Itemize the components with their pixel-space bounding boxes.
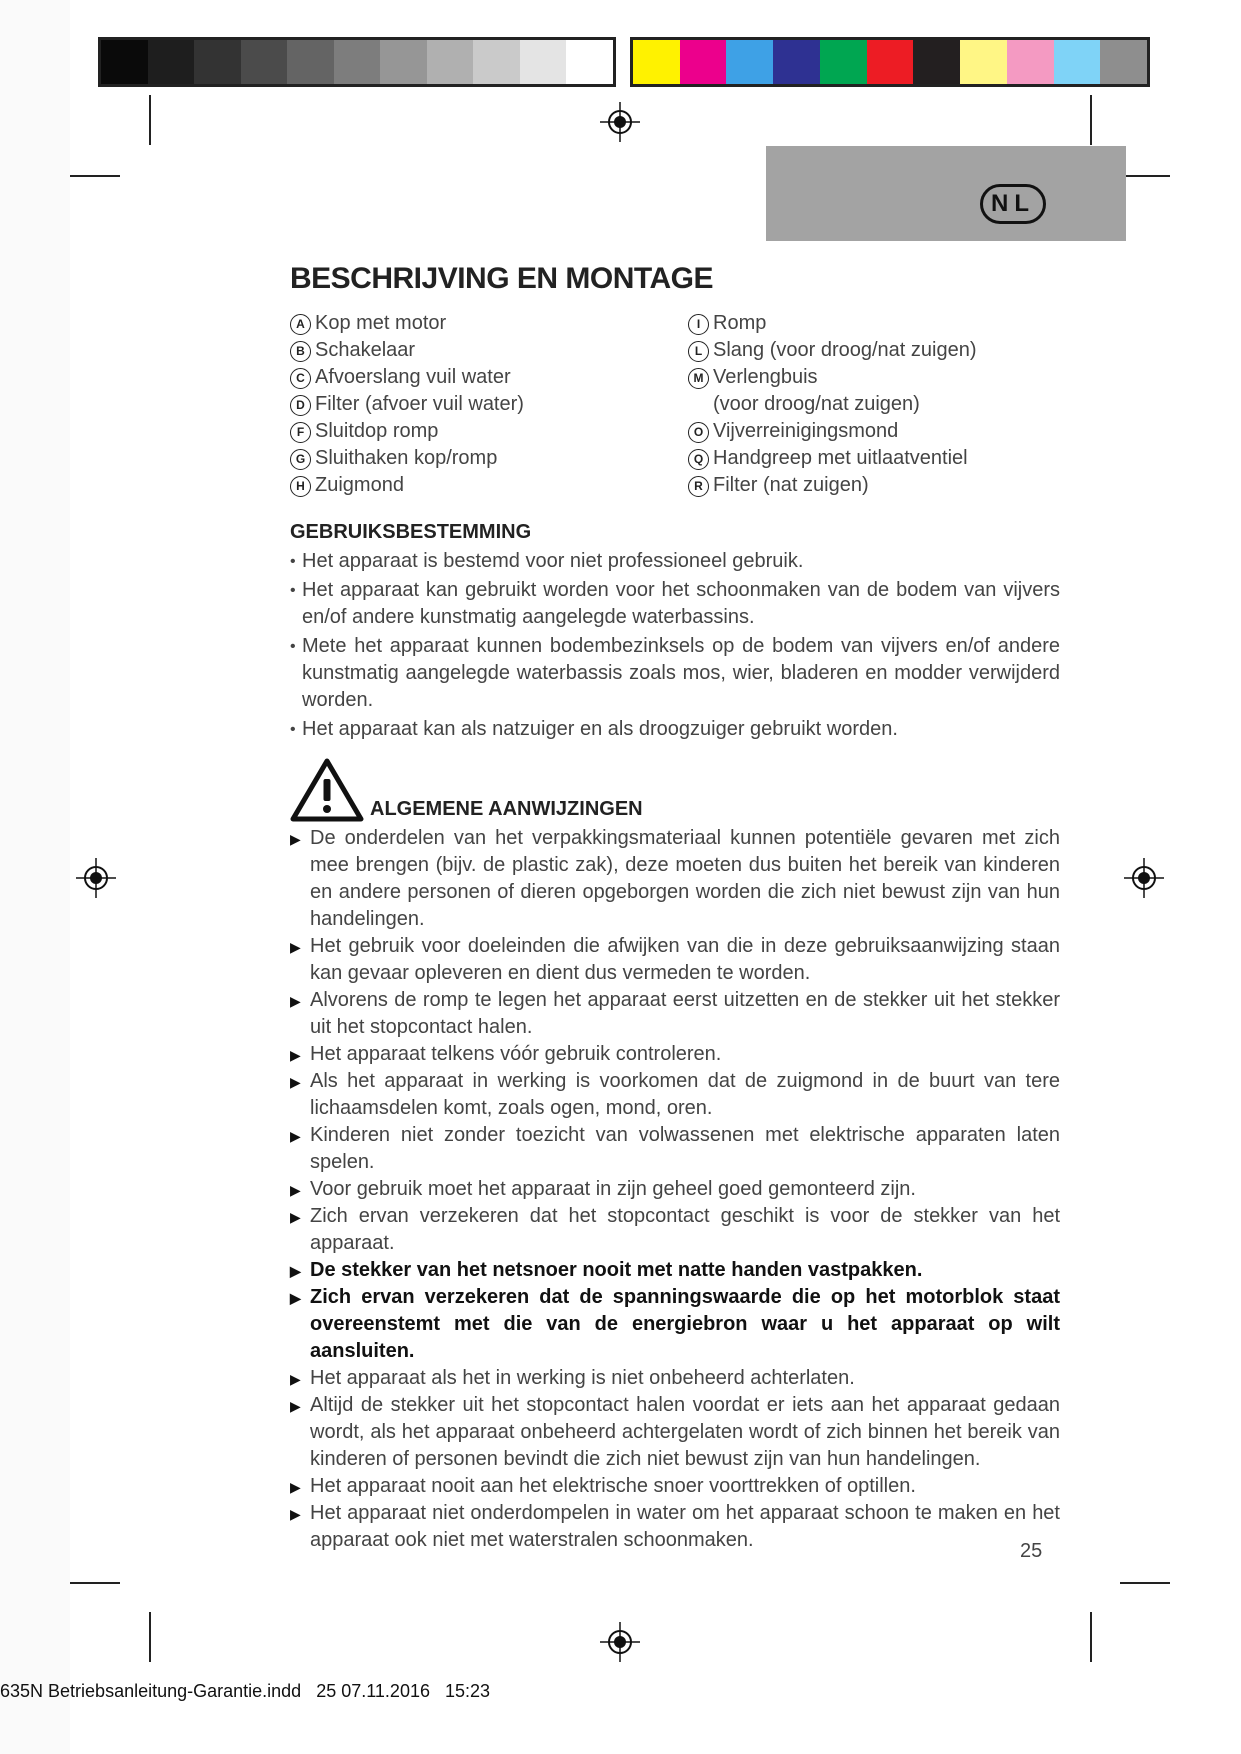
color-swatch xyxy=(334,40,381,84)
main-content xyxy=(290,262,1060,1554)
instruction-item: ▶ Het gebruik voor doeleinden die afwijken van die in deze gebruiksaanwijzing staan kan gevaar opleveren en dient dus vermeden te worden. xyxy=(290,933,1060,987)
usage-list xyxy=(290,548,1060,743)
part-letter-badge: M xyxy=(688,368,709,389)
registration-mark-left-icon xyxy=(76,858,116,898)
color-swatch xyxy=(867,40,914,84)
part-label: Filter (nat zuigen) xyxy=(713,474,869,496)
part-label: Sluithaken kop/romp xyxy=(315,447,498,469)
color-swatch xyxy=(194,40,241,84)
color-swatch xyxy=(820,40,867,84)
part-item xyxy=(688,310,977,337)
crop-mark-bottom-right-horizontal xyxy=(1120,1582,1170,1584)
color-swatch xyxy=(148,40,195,84)
print-footer: 635N Betriebsanleitung-Garantie.indd 25 07.11.2016 15:23 xyxy=(0,1681,491,1701)
part-letter-badge: A xyxy=(290,314,311,335)
instruction-item: ▶ Kinderen niet zonder toezicht van volwassenen met elektrische apparaten laten spelen. xyxy=(290,1122,1060,1176)
part-label: Romp xyxy=(713,312,767,334)
part-label: Kop met motor xyxy=(315,312,447,334)
part-item xyxy=(290,391,688,418)
usage-heading: GEBRUIKSBESTEMMING xyxy=(290,521,532,543)
part-letter-badge: G xyxy=(290,449,311,470)
part-letter-badge: Q xyxy=(688,449,709,470)
part-item xyxy=(688,364,977,418)
crop-mark-top-left-vertical xyxy=(149,95,151,145)
color-swatch xyxy=(520,40,567,84)
crop-mark-top-left-horizontal xyxy=(70,175,120,177)
crop-mark-top-right-horizontal xyxy=(1120,175,1170,177)
language-badge: NL xyxy=(980,184,1046,224)
parts-list xyxy=(290,310,1060,499)
process-color-bar xyxy=(630,37,1150,87)
color-swatch xyxy=(287,40,334,84)
color-swatch xyxy=(960,40,1007,84)
part-label: Filter (afvoer vuil water) xyxy=(315,393,524,415)
instruction-item: ▶ Het apparaat niet onderdompelen in water om het apparaat schoon te maken en het apparaat ook niet met waterstralen schoonmaken. xyxy=(290,1500,1060,1554)
part-label: Afvoerslang vuil water xyxy=(315,366,511,388)
registration-mark-bottom-icon xyxy=(600,1622,640,1662)
part-item xyxy=(290,472,688,499)
color-swatch xyxy=(1100,40,1147,84)
part-label: Schakelaar xyxy=(315,339,416,361)
part-letter-badge: F xyxy=(290,422,311,443)
instruction-item: ▶ De onderdelen van het verpakkingsmateriaal kunnen potentiële gevaren met zich mee brengen (bijv. de plastic zak), deze moeten dus buiten het bereik van kinderen en andere personen of dieren opgeborgen worden die zich niet bewust zijn van hun handelingen. xyxy=(290,825,1060,933)
part-item xyxy=(290,445,688,472)
usage-bullet: • Het apparaat is bestemd voor niet professioneel gebruik. xyxy=(290,548,1060,575)
part-letter-badge: B xyxy=(290,341,311,362)
part-item xyxy=(688,445,977,472)
part-label: Slang (voor droog/nat zuigen) xyxy=(713,339,977,361)
instruction-item: ▶ Zich ervan verzekeren dat het stopcontact geschikt is voor de stekker van het apparaat. xyxy=(290,1203,1060,1257)
instruction-item: ▶ Zich ervan verzekeren dat de spanningswaarde die op het motorblok staat overeenstemt met die van de energiebron waar u het apparaat op wilt aansluiten. xyxy=(290,1284,1060,1365)
instruction-item: ▶ Als het apparaat in werking is voorkomen dat de zuigmond in de buurt van tere lichaamsdelen komt, zoals ogen, mond, oren. xyxy=(290,1068,1060,1122)
part-letter-badge: C xyxy=(290,368,311,389)
instruction-item: ▶ Voor gebruik moet het apparaat in zijn geheel goed gemonteerd zijn. xyxy=(290,1176,1060,1203)
instruction-item: ▶ De stekker van het netsnoer nooit met natte handen vastpakken. xyxy=(290,1257,1060,1284)
registration-mark-top-icon xyxy=(600,102,640,142)
parts-column-left xyxy=(290,310,688,499)
instruction-item: ▶ Alvorens de romp te legen het apparaat eerst uitzetten en de stekker uit het stekker uit het stopcontact halen. xyxy=(290,987,1060,1041)
color-swatch xyxy=(1007,40,1054,84)
general-instructions-list xyxy=(290,825,1060,1554)
general-warning-header xyxy=(290,757,1060,823)
part-letter-badge: I xyxy=(688,314,709,335)
general-heading: ALGEMENE AANWIJZINGEN xyxy=(370,798,643,820)
part-item xyxy=(290,337,688,364)
part-item xyxy=(688,472,977,499)
part-item xyxy=(290,310,688,337)
part-item xyxy=(688,418,977,445)
color-swatch xyxy=(427,40,474,84)
part-item xyxy=(290,364,688,391)
page-title: BESCHRIJVING EN MONTAGE xyxy=(290,262,713,295)
color-swatch xyxy=(913,40,960,84)
part-label: Verlengbuis (voor droog/nat zuigen) xyxy=(713,366,920,415)
color-swatch xyxy=(726,40,773,84)
color-swatch xyxy=(680,40,727,84)
part-label: Vijverreinigingsmond xyxy=(713,420,899,442)
part-label: Handgreep met uitlaatventiel xyxy=(713,447,968,469)
crop-mark-bottom-right-vertical xyxy=(1090,1612,1092,1662)
page-number: 25 xyxy=(1020,1540,1043,1562)
color-swatch xyxy=(633,40,680,84)
part-letter-badge: D xyxy=(290,395,311,416)
color-swatch xyxy=(380,40,427,84)
usage-bullet: • Het apparaat kan gebruikt worden voor het schoonmaken van de bodem van vijvers en/of andere kunstmatig aangelegde waterbassins. xyxy=(290,577,1060,631)
color-swatch xyxy=(1054,40,1101,84)
crop-mark-top-right-vertical xyxy=(1090,95,1092,145)
warning-triangle-icon xyxy=(290,757,364,823)
color-swatch xyxy=(101,40,148,84)
registration-mark-right-icon xyxy=(1124,858,1164,898)
part-letter-badge: H xyxy=(290,476,311,497)
language-tab xyxy=(766,146,1126,241)
crop-mark-bottom-left-vertical xyxy=(149,1612,151,1662)
color-swatch xyxy=(473,40,520,84)
grayscale-color-bar xyxy=(98,37,616,87)
part-letter-badge: L xyxy=(688,341,709,362)
color-swatch xyxy=(241,40,288,84)
part-letter-badge: R xyxy=(688,476,709,497)
instruction-item: ▶ Het apparaat telkens vóór gebruik controleren. xyxy=(290,1041,1060,1068)
part-item xyxy=(688,337,977,364)
page-margin-shade xyxy=(0,0,70,1754)
color-swatch xyxy=(566,40,613,84)
parts-column-right xyxy=(688,310,977,499)
part-item xyxy=(290,418,688,445)
instruction-item: ▶ Altijd de stekker uit het stopcontact halen voordat er iets aan het apparaat gedaan wordt, als het apparaat onbeheerd achtergelaten wordt of zich binnen het bereik van kinderen of personen bevindt die zich niet bewust zijn van hun handelingen. xyxy=(290,1392,1060,1473)
usage-bullet: • Het apparaat kan als natzuiger en als droogzuiger gebruikt worden. xyxy=(290,716,1060,743)
crop-mark-bottom-left-horizontal xyxy=(70,1582,120,1584)
instruction-item: ▶ Het apparaat nooit aan het elektrische snoer voorttrekken of optillen. xyxy=(290,1473,1060,1500)
instruction-item: ▶ Het apparaat als het in werking is niet onbeheerd achterlaten. xyxy=(290,1365,1060,1392)
part-letter-badge: O xyxy=(688,422,709,443)
usage-bullet: • Mete het apparaat kunnen bodembezinksels op de bodem van vijvers en/of andere kunstmatig aangelegde waterbassis zoals mos, wier, bladeren en modder verwijderd worden. xyxy=(290,633,1060,714)
part-label: Sluitdop romp xyxy=(315,420,439,442)
color-swatch xyxy=(773,40,820,84)
part-label: Zuigmond xyxy=(315,474,404,496)
